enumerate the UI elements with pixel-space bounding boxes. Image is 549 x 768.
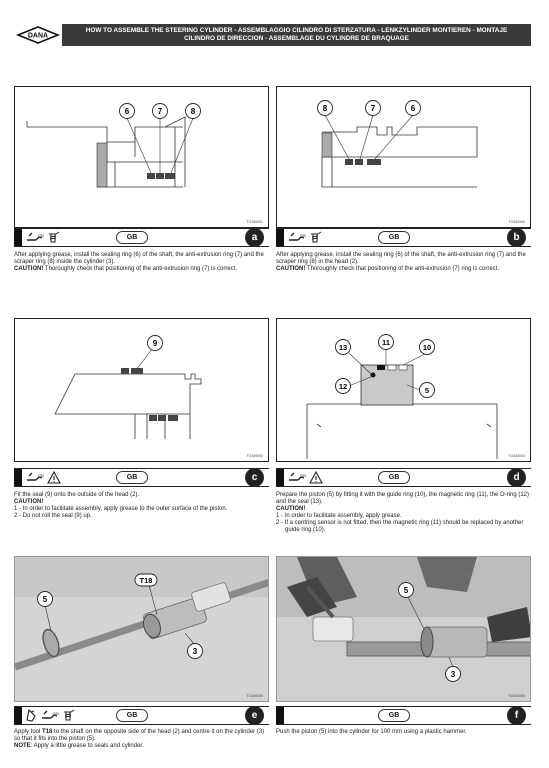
callout-13 [336,340,351,355]
svg-text:8: 8 [322,104,328,113]
panel-icons [288,231,323,244]
step-badge-c: c [245,468,264,487]
svg-text:11: 11 [382,338,390,347]
figure-a [14,86,269,228]
drawing-d [277,319,531,462]
wrench-icon [26,231,44,244]
warning-icon [309,471,323,484]
language-label: GB [378,471,410,484]
warning-icon [47,471,61,484]
bar-marker [276,469,284,486]
language-label: GB [378,709,410,722]
svg-text:GB: GB [38,472,44,478]
caution-label: CAUTION! [14,266,44,273]
bar-marker [14,707,22,724]
panel-d [276,318,531,534]
note-text: : Apply a little grease to seals and cylinder. [30,743,144,750]
figure-d [276,318,531,462]
callout-11 [379,335,394,350]
tool-reference: T18 [42,729,53,735]
photo-f [276,556,531,702]
callout-5 [38,592,53,607]
instruction-text: Push the piston (5) into the cylinder for 100 mm using a plastic hammer. [276,729,467,735]
callout-9 [148,336,163,351]
caution-text: Thoroughly check that positioning of the anti-extrusion ring (7) is correct. [43,266,237,273]
panel-e-text [14,729,269,750]
panel-b [276,86,531,286]
figure-code: TO340001 [246,220,263,224]
brand-text: DANA [27,32,49,40]
instruction-part: Apply tool [14,729,43,735]
svg-text:5: 5 [424,386,430,395]
callout-12 [336,379,351,394]
photo-e [14,556,269,702]
callout-8 [186,104,201,119]
svg-text:7: 7 [157,107,163,116]
svg-text:5: 5 [403,586,409,595]
grease-icon [309,231,323,244]
panel-f-text [276,729,531,736]
panel-icons [26,231,61,244]
svg-text:3: 3 [450,670,456,679]
panel-icons [288,471,323,484]
figure-c [14,318,269,462]
panel-a-bar [14,228,269,247]
svg-text:GB: GB [38,232,44,238]
figure-b [276,86,531,228]
panel-a [14,86,269,286]
wrench-icon [288,231,306,244]
tool-icon [26,709,38,722]
figure-code: TO340006 [508,694,525,698]
svg-text:GB: GB [53,710,59,716]
caution-label: CAUTION! [14,499,44,506]
language-label: GB [116,231,148,244]
page-title [62,24,531,46]
callout-T18 [135,574,157,586]
note-label: NOTE [14,743,31,750]
bar-marker [14,469,22,486]
panel-b-text [276,252,531,273]
svg-text:8: 8 [190,107,196,116]
photo-drawing-e [15,557,269,702]
panel-icons [26,471,61,484]
step-badge-a: a [245,228,264,247]
panel-icons [26,709,76,722]
caution-item: 1 - In order to facilitate assembly, apply grease to the outer surface of the piston. [14,506,228,513]
panel-a-text [14,252,269,273]
svg-text:GB: GB [300,232,306,238]
figure-code: TO340004 [508,454,525,458]
panel-e-bar [14,706,269,725]
wrench-icon [288,471,306,484]
svg-text:13: 13 [338,343,348,352]
instruction-text: After applying grease, install the sealing ring (6) of the shaft, the anti-extrusion ring (7) and the scraper ring (8) in the head (2). [276,252,526,266]
grease-icon [47,231,61,244]
caution-item: 2 - Do not roll the seal (9) up. [14,513,92,520]
language-label: GB [116,709,148,722]
drawing-c [15,319,269,462]
wrench-icon [41,709,59,722]
caution-label: CAUTION! [276,266,306,273]
callout-8 [318,101,333,116]
step-badge-d: d [507,468,526,487]
caution-label: CAUTION! [276,506,306,513]
caution-paragraph [14,266,269,273]
panel-e [14,556,269,766]
instruction-text: Fit the seal (9) onto the outside of the head (2). [14,492,140,498]
svg-text:GB: GB [300,472,306,478]
callout-3 [446,667,461,682]
callout-6 [406,101,421,116]
svg-text:10: 10 [422,343,432,352]
callout-5 [420,383,435,398]
callout-7 [153,104,168,119]
bar-marker [276,707,284,724]
panel-d-bar [276,468,531,487]
callout-6 [120,104,135,119]
svg-text:T18: T18 [139,576,153,585]
instruction-part: to the shaft on the opposite side of the head (2) and centre it on the cylinder (3) so that it fits into the piston (5). [14,729,265,743]
bar-marker [14,229,22,246]
panel-d-text [276,492,531,535]
svg-text:3: 3 [192,647,198,656]
panel-f [276,556,531,766]
note-paragraph [14,743,269,750]
page-header [14,24,531,46]
figure-code: TO340003 [246,454,263,458]
svg-text:6: 6 [410,104,416,113]
photo-drawing-f [277,557,531,702]
panel-f-bar [276,706,531,725]
language-label: GB [378,231,410,244]
drawing-b [277,87,531,228]
figure-code: TO340002 [508,220,525,224]
wrench-icon [26,471,44,484]
svg-text:12: 12 [338,382,348,391]
svg-text:6: 6 [124,107,130,116]
bar-marker [276,229,284,246]
instruction-text: Prepare the piston (5) by fitting it with the guide ring (10), the magnetic ring (11), the O-ring (12) and the seal (13). [276,492,530,506]
step-badge-e: e [245,706,264,725]
language-label: GB [116,471,148,484]
caution-item: 2 - If a centring sensor is not fitted, then the magnetic ring (11) should be replaced by another guide ring (10). [276,520,524,534]
instruction-text [14,729,269,743]
callout-5 [399,583,414,598]
svg-text:5: 5 [42,595,48,604]
svg-text:7: 7 [370,104,376,113]
callout-3 [188,644,203,659]
panel-b-bar [276,228,531,247]
svg-text:9: 9 [152,339,158,348]
callout-7 [366,101,381,116]
panel-c-text [14,492,269,520]
page-title-line2: CILINDRO DE DIRECCION - ASSEMBLAGE DU CYLINDRE DE BRAQUAGE [184,35,409,42]
panel-c [14,318,269,528]
page-title-line1: HOW TO ASSEMBLE THE STEERING CYLINDER - ASSEMBLAGGIO CILINDRO DI STERZATURA - LENKZYLINDER MONTIEREN - MONTAJE [85,27,508,34]
caution-text: Thoroughly check that positioning of the anti-extrusion (7) ring is correct. [305,266,499,273]
panel-c-bar [14,468,269,487]
caution-paragraph [276,266,531,273]
grease-icon [62,709,76,722]
drawing-a [15,87,269,228]
dana-logo [14,24,62,46]
figure-code: TO340005 [246,694,263,698]
caution-item: 1 - In order to facilitate assembly, apply grease. [276,513,402,520]
instruction-text: After applying grease, install the sealing ring (6) of the shaft, the anti-extrusion ring (7) and the scraper ring (8) inside the cylinder (3). [14,252,264,266]
callout-10 [420,340,435,355]
step-badge-f: f [507,706,526,725]
step-badge-b: b [507,228,526,247]
